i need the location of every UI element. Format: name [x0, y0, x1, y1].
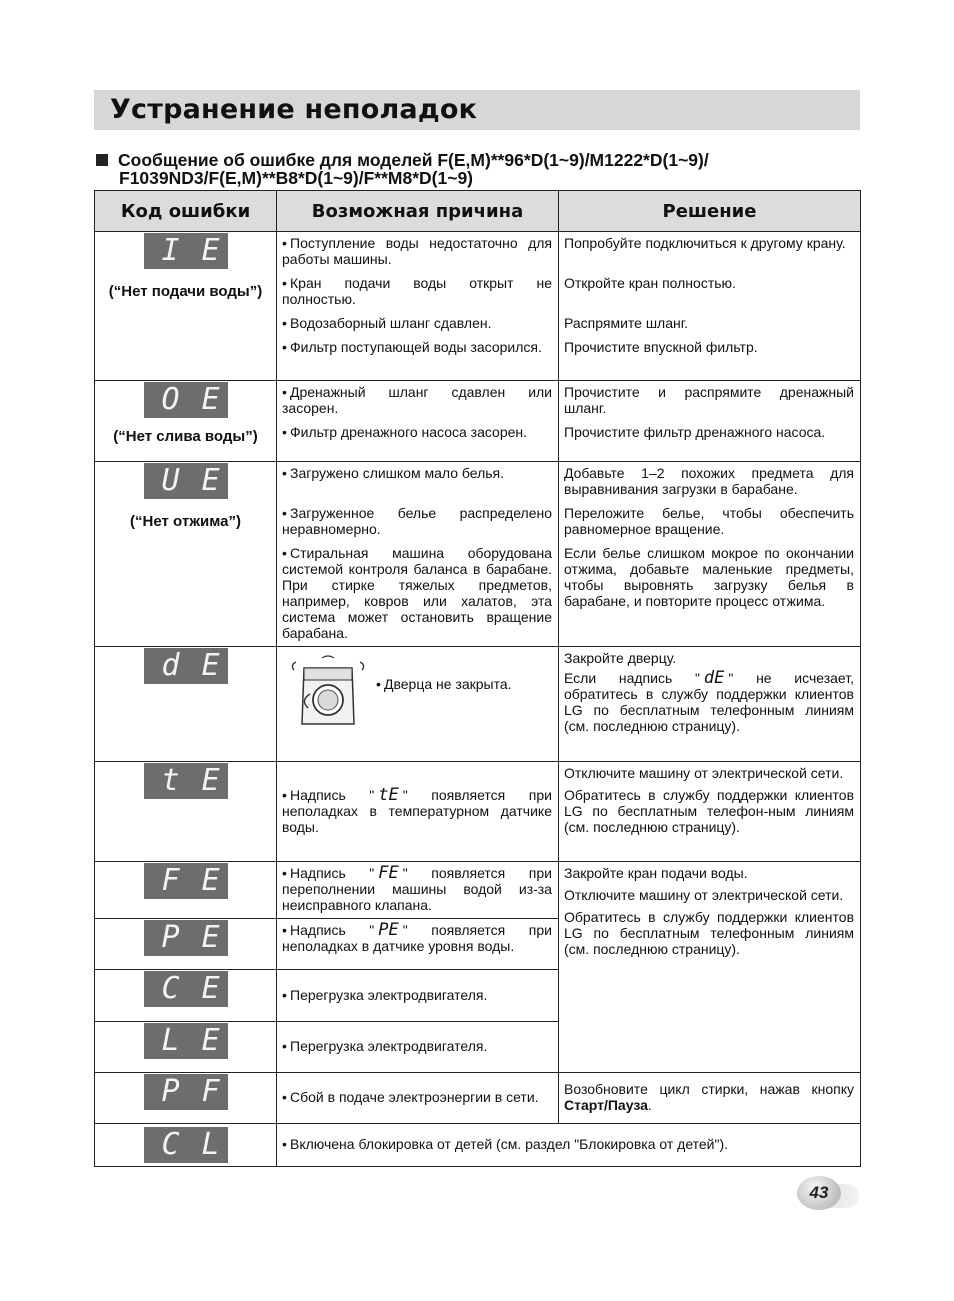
- start-pause-button-label: Старт/Пауза: [564, 1097, 648, 1113]
- table-row: PF • Сбой в подаче электроэнергии в сети. Возобновите цикл стирки, нажав кнопку Старт/Пауза.: [95, 1073, 861, 1124]
- cause-text: Дренажный шланг сдавлен или засорен.: [282, 384, 552, 416]
- solution-text: Отключите машину от электрической сети.: [564, 887, 844, 903]
- cause-text: Поступление воды недостаточно для работы машины.: [282, 235, 552, 267]
- solution-text: Закройте кран подачи воды.: [564, 865, 748, 881]
- table-row: PE • Надпись " PE " появляется при неполадках в датчике уровня воды.: [95, 919, 861, 970]
- error-display-de: dE: [144, 648, 228, 684]
- table-row: dE • Дверца не закрыта. Закройте дверцу. Если надпись " dE " не исчезает, обратитесь в службу поддержки клиентов LG по бесплатным телефонным линиям (см. последнюю страницу).: [95, 647, 861, 762]
- solution-text: Закройте дверцу.: [564, 650, 677, 666]
- table-row: • Кран подачи воды открыт не полностью. Откройте кран полностью.: [95, 272, 861, 312]
- cause-text: Кран подачи воды открыт не полностью.: [282, 275, 552, 307]
- solution-text: Добавьте 1–2 похожих предмета для выравнивания загрузки в барабане.: [564, 465, 854, 497]
- error-display-cl: CL: [144, 1127, 228, 1163]
- code-cell-le: [95, 1022, 277, 1073]
- cause-text: Надпись ": [290, 922, 375, 938]
- cause-text: Надпись ": [290, 786, 375, 803]
- code-cell-oe: [95, 381, 277, 462]
- table-row: FE • Надпись " FE " появляется при переполнении машины водой из-за неисправного клапана. Закройте кран подачи воды. Отключите машину от электрической сети. Обратитесь в службу поддержки клиентов LG по бесплатным телефонным линиям (см. последнюю страницу).: [95, 862, 861, 919]
- code-glyph-pe: PE: [378, 920, 399, 940]
- page-number-badge: [797, 1176, 857, 1210]
- code-cell-cl: [95, 1124, 277, 1167]
- washing-machine-door-icon: [278, 654, 374, 726]
- solution-text: Возобновите цикл стирки, нажав кнопку: [564, 1081, 854, 1097]
- code-glyph-de: dE: [703, 668, 725, 688]
- code-glyph-te: tE: [378, 784, 399, 805]
- section-heading-line2: F1039ND3/F(E,M)**B8*D(1~9)/F**M8*D(1~9): [119, 168, 473, 188]
- cause-text: Стиральная машина оборудована системой контроля баланса в барабане. При стирке тяжелых предметов, например, ковров или халатов, эта система может остановить вращение барабана.: [282, 545, 552, 641]
- error-display-te: tE: [144, 763, 228, 799]
- solution-text: Прочистите фильтр дренажного насоса.: [564, 424, 826, 440]
- code-cell-te: [95, 762, 277, 862]
- page-number: 43: [809, 1183, 829, 1202]
- table-row: CL • Включена блокировка от детей (см. раздел "Блокировка от детей").: [95, 1124, 861, 1167]
- cause-text: Загружено слишком мало белья.: [290, 465, 505, 481]
- solution-text: Прочистите и распрямите дренажный шланг.: [564, 384, 854, 416]
- square-bullet-icon: [96, 154, 108, 166]
- solution-text: Обратитесь в службу поддержки клиентов LG по бесплатным телефонным линиям (см. последнюю страницу).: [564, 909, 854, 957]
- header-solution: Решение: [559, 191, 861, 232]
- error-display-oe: OE: [144, 382, 228, 418]
- code-cell-pf: [95, 1073, 277, 1124]
- code-cell-ce: [95, 970, 277, 1022]
- child-lock-text: Включена блокировка от детей (см. раздел "Блокировка от детей").: [290, 1136, 729, 1152]
- title-bar: [94, 90, 860, 130]
- cause-text: " появляется при неполадках в датчике уровня воды.: [282, 922, 552, 954]
- cause-text: Фильтр поступающей воды засорился.: [290, 339, 542, 355]
- section-heading: [96, 151, 856, 187]
- group-solution-cell: [559, 862, 861, 1073]
- page-title: Устранение неполадок: [110, 94, 478, 125]
- code-cell-ie: [95, 232, 277, 381]
- code-cell-ue: [95, 462, 277, 647]
- cause-text: Загруженное белье распределено неравномерно.: [282, 505, 552, 537]
- table-row: CE • Перегрузка электродвигателя.: [95, 970, 861, 1022]
- header-cause: Возможная причина: [277, 191, 559, 232]
- table-row: IE (“Нет подачи воды”) • Поступление воды недостаточно для работы машины. Попробуйте подключиться к другому крану.: [95, 232, 861, 273]
- solution-text: Переложите белье, чтобы обеспечить равномерное вращение.: [564, 505, 854, 537]
- solution-text: Попробуйте подключиться к другому крану.: [564, 235, 846, 251]
- section-heading-line1: Сообщение об ошибке для моделей F(E,M)**96*D(1~9)/M1222*D(1~9)/: [118, 150, 709, 170]
- cause-text: Перегрузка электродвигателя.: [290, 1038, 488, 1054]
- table-row: tE • Надпись " tE " появляется при неполадках в температурном датчике воды. Отключите машину от электрической сети. Обратитесь в службу поддержки клиентов LG по бесплатным телефон-ным линиям (см. последнюю страницу).: [95, 762, 861, 862]
- cause-text: Сбой в подаче электроэнергии в сети.: [290, 1089, 539, 1105]
- table-row: UE (“Нет отжима”) • Загружено слишком мало белья. Добавьте 1–2 похожих предмета для выравнивания загрузки в барабане.: [95, 462, 861, 503]
- error-display-ue: UE: [144, 463, 228, 499]
- solution-text: Если белье слишком мокрое по окончании отжима, добавьте маленькие предметы, чтобы выровнять загрузку белья в барабане, и повторите процесс отжима.: [564, 545, 854, 609]
- table-row: • Фильтр дренажного насоса засорен. Прочистите фильтр дренажного насоса.: [95, 421, 861, 462]
- solution-text: Распрямите шланг.: [564, 315, 689, 331]
- solution-text: .: [647, 1097, 652, 1113]
- cause-text: Дверца не закрыта.: [384, 676, 512, 692]
- table-row: • Водозаборный шланг сдавлен. Распрямите шланг.: [95, 312, 861, 336]
- cause-text: Фильтр дренажного насоса засорен.: [290, 424, 528, 440]
- code-cell-pe: [95, 919, 277, 970]
- code-label-ue: (“Нет отжима”): [130, 513, 241, 530]
- child-lock-table: [94, 1123, 861, 1167]
- table-row: LE • Перегрузка электродвигателя.: [95, 1022, 861, 1073]
- table-row: • Фильтр поступающей воды засорился. Прочистите впускной фильтр.: [95, 336, 861, 381]
- solution-text: Обратитесь в службу поддержки клиентов LG по бесплатным телефон-ным линиям (см. последнюю страницу).: [564, 787, 854, 835]
- error-display-ie: IE: [144, 233, 228, 269]
- table-row: OE (“Нет слива воды”) • Дренажный шланг сдавлен или засорен. Прочистите и распрямите дренажный шланг.: [95, 381, 861, 422]
- cause-text: " появляется при неполадках в температурном датчике воды.: [282, 786, 552, 835]
- solution-text: Прочистите впускной фильтр.: [564, 339, 758, 355]
- solution-text: Отключите машину от электрической сети.: [564, 765, 844, 781]
- code-cell-de: [95, 647, 277, 762]
- code-label-oe: (“Нет слива воды”): [113, 428, 258, 445]
- cause-text: Надпись ": [290, 865, 375, 881]
- cause-text: Перегрузка электродвигателя.: [290, 986, 488, 1003]
- header-code: Код ошибки: [95, 191, 277, 232]
- solution-text: Если надпись ": [564, 670, 700, 686]
- cause-text: Водозаборный шланг сдавлен.: [290, 315, 492, 331]
- error-display-pe: PE: [144, 920, 228, 956]
- code-glyph-fe: FE: [378, 863, 399, 883]
- code-cell-fe: [95, 862, 277, 919]
- error-display-pf: PF: [144, 1074, 228, 1110]
- solution-text: Откройте кран полностью.: [564, 275, 736, 291]
- table-row: • Загруженное белье распределено неравномерно. Переложите белье, чтобы обеспечить равномерное вращение.: [95, 502, 861, 542]
- solution-text: " не исчезает, обратитесь в службу поддержки клиентов LG по бесплатным телефонным линиям (см. последнюю страницу).: [564, 670, 854, 734]
- table-row: • Стиральная машина оборудована системой контроля баланса в барабане. При стирке тяжелых предметов, например, ковров или халатов, эта система может остановить вращение барабана. Если белье слишком мокрое по окончании отжима, добавьте маленькие предметы, чтобы выровнять загрузку белья в барабане, и повторите процесс отжима.: [95, 542, 861, 647]
- error-table: [94, 190, 861, 1124]
- cause-text: " появляется при переполнении машины водой из-за неисправного клапана.: [282, 865, 552, 913]
- error-display-ce: CE: [144, 971, 228, 1007]
- code-label-ie: (“Нет подачи воды”): [108, 283, 263, 300]
- error-display-fe: FE: [144, 863, 228, 899]
- error-display-le: LE: [144, 1023, 228, 1059]
- header-row: [95, 191, 861, 232]
